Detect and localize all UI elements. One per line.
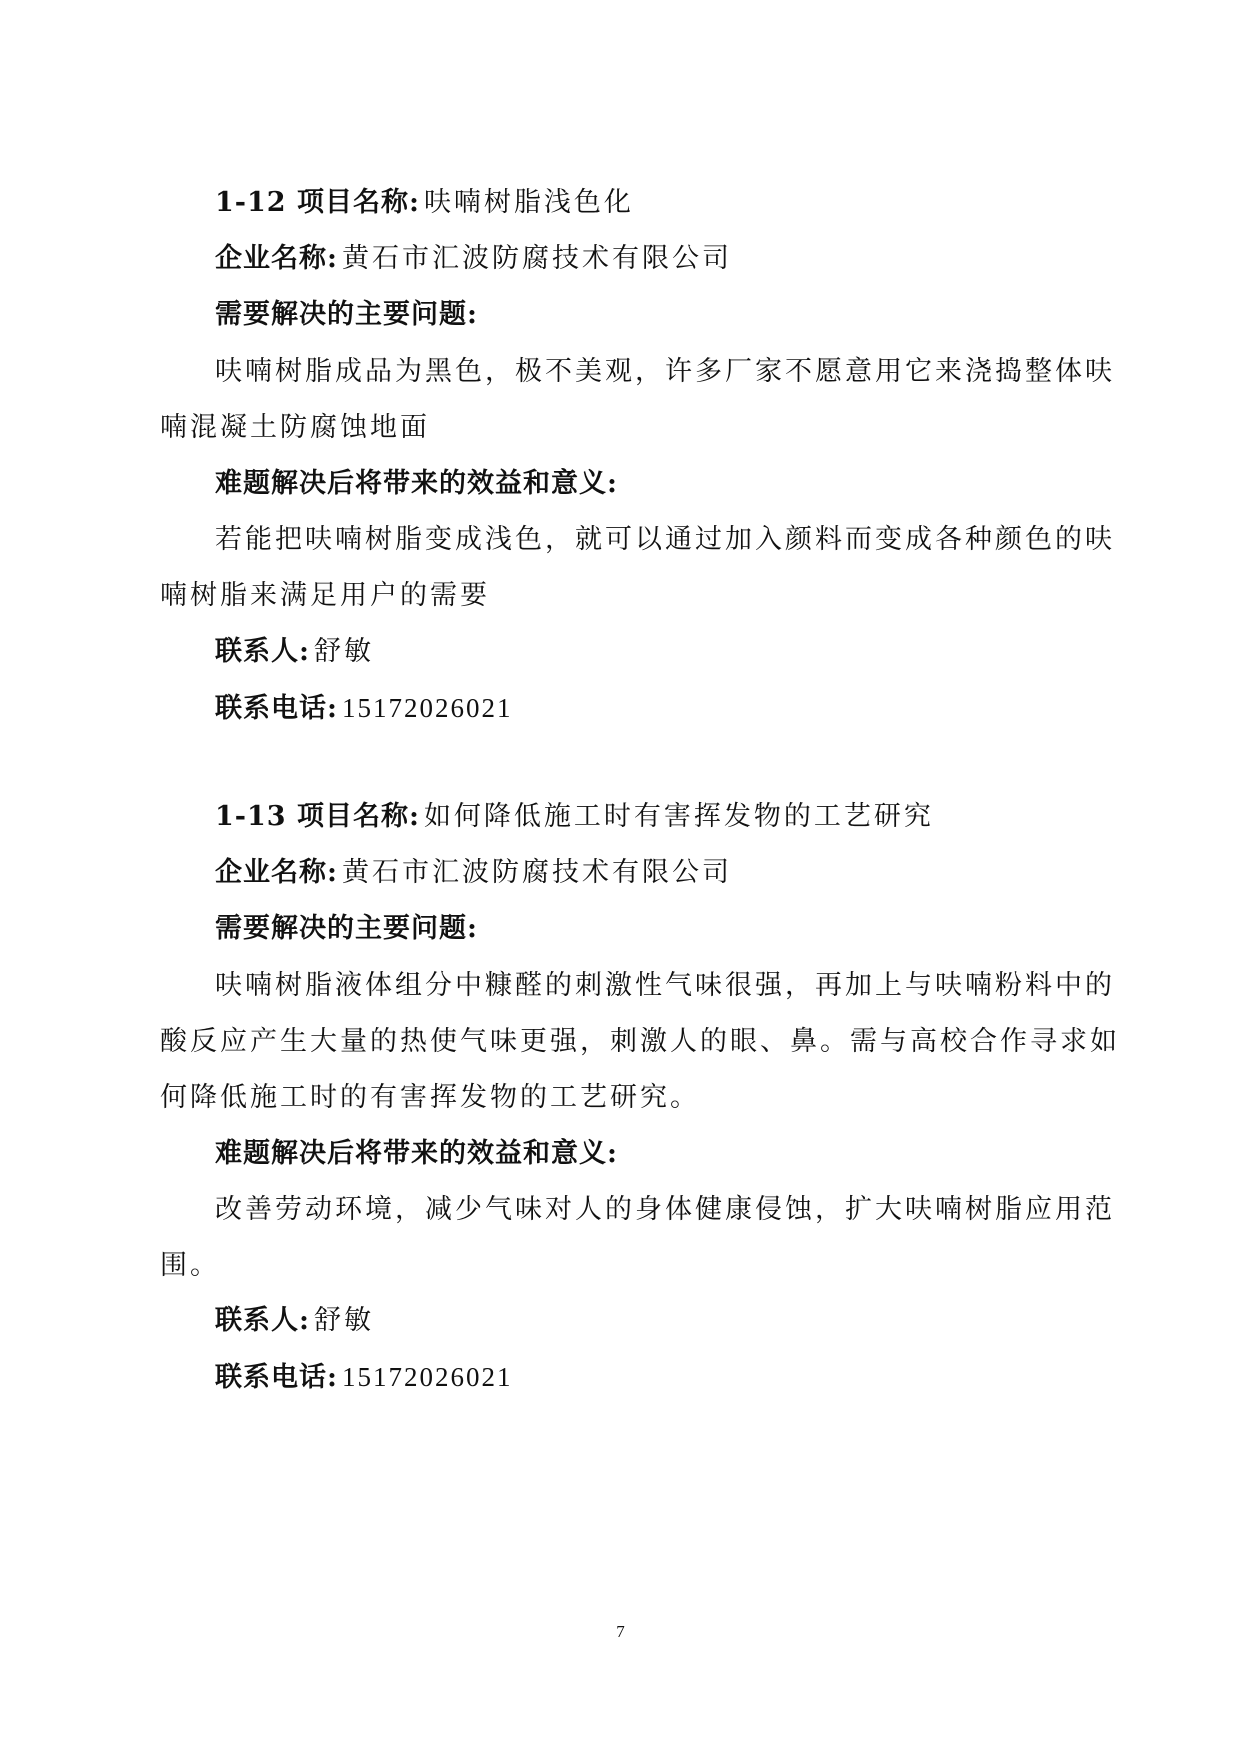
problem-heading: 需要解决的主要问题: — [215, 299, 478, 330]
company-name: 黄石市汇波防腐技术有限公司 — [341, 857, 732, 888]
page-number: 7 — [616, 1622, 625, 1641]
problem-text-line: 酸反应产生大量的热使气味更强，刺激人的眼、鼻。需与高校合作寻求如 — [160, 1026, 1120, 1057]
phone-label: 联系电话: — [215, 693, 338, 724]
benefit-text-line: 围。 — [160, 1250, 220, 1281]
company-row — [215, 853, 1080, 893]
project-title-row — [215, 183, 1080, 223]
problem-text-line: 呋喃树脂液体组分中糠醛的刺激性气味很强，再加上与呋喃粉料中的 — [215, 970, 1115, 1001]
phone-row — [215, 1357, 1080, 1397]
problem-text-line: 何降低施工时的有害挥发物的工艺研究。 — [160, 1082, 700, 1113]
company-label: 企业名称: — [215, 857, 338, 888]
project-label: 1-13 项目名称: — [215, 801, 420, 832]
contact-name: 舒敏 — [313, 636, 374, 667]
benefit-heading: 难题解决后将带来的效益和意义: — [215, 468, 618, 499]
problem-text-line: 喃混凝土防腐蚀地面 — [160, 412, 430, 443]
problem-heading: 需要解决的主要问题: — [215, 913, 478, 944]
phone-number: 15172026021 — [341, 693, 513, 723]
project-title-row — [215, 797, 1080, 837]
project-name: 呋喃树脂浅色化 — [423, 187, 634, 218]
project-label: 1-12 项目名称: — [215, 187, 420, 218]
contact-row — [215, 1301, 1080, 1341]
phone-row — [215, 688, 1080, 728]
contact-name: 舒敏 — [313, 1305, 374, 1336]
company-label: 企业名称: — [215, 243, 338, 274]
benefit-text-line: 改善劳动环境，减少气味对人的身体健康侵蚀，扩大呋喃树脂应用范 — [215, 1194, 1115, 1225]
contact-label: 联系人: — [215, 1305, 310, 1336]
problem-text-line: 呋喃树脂成品为黑色，极不美观，许多厂家不愿意用它来浇捣整体呋 — [215, 356, 1115, 387]
benefit-text-line: 喃树脂来满足用户的需要 — [160, 580, 490, 611]
contact-row — [215, 632, 1080, 672]
contact-label: 联系人: — [215, 636, 310, 667]
company-row — [215, 239, 1080, 279]
benefit-heading: 难题解决后将带来的效益和意义: — [215, 1138, 618, 1169]
company-name: 黄石市汇波防腐技术有限公司 — [341, 243, 732, 274]
phone-label: 联系电话: — [215, 1362, 338, 1393]
benefit-text-line: 若能把呋喃树脂变成浅色，就可以通过加入颜料而变成各种颜色的呋 — [215, 524, 1115, 555]
phone-number: 15172026021 — [341, 1362, 513, 1392]
project-name: 如何降低施工时有害挥发物的工艺研究 — [423, 801, 934, 832]
